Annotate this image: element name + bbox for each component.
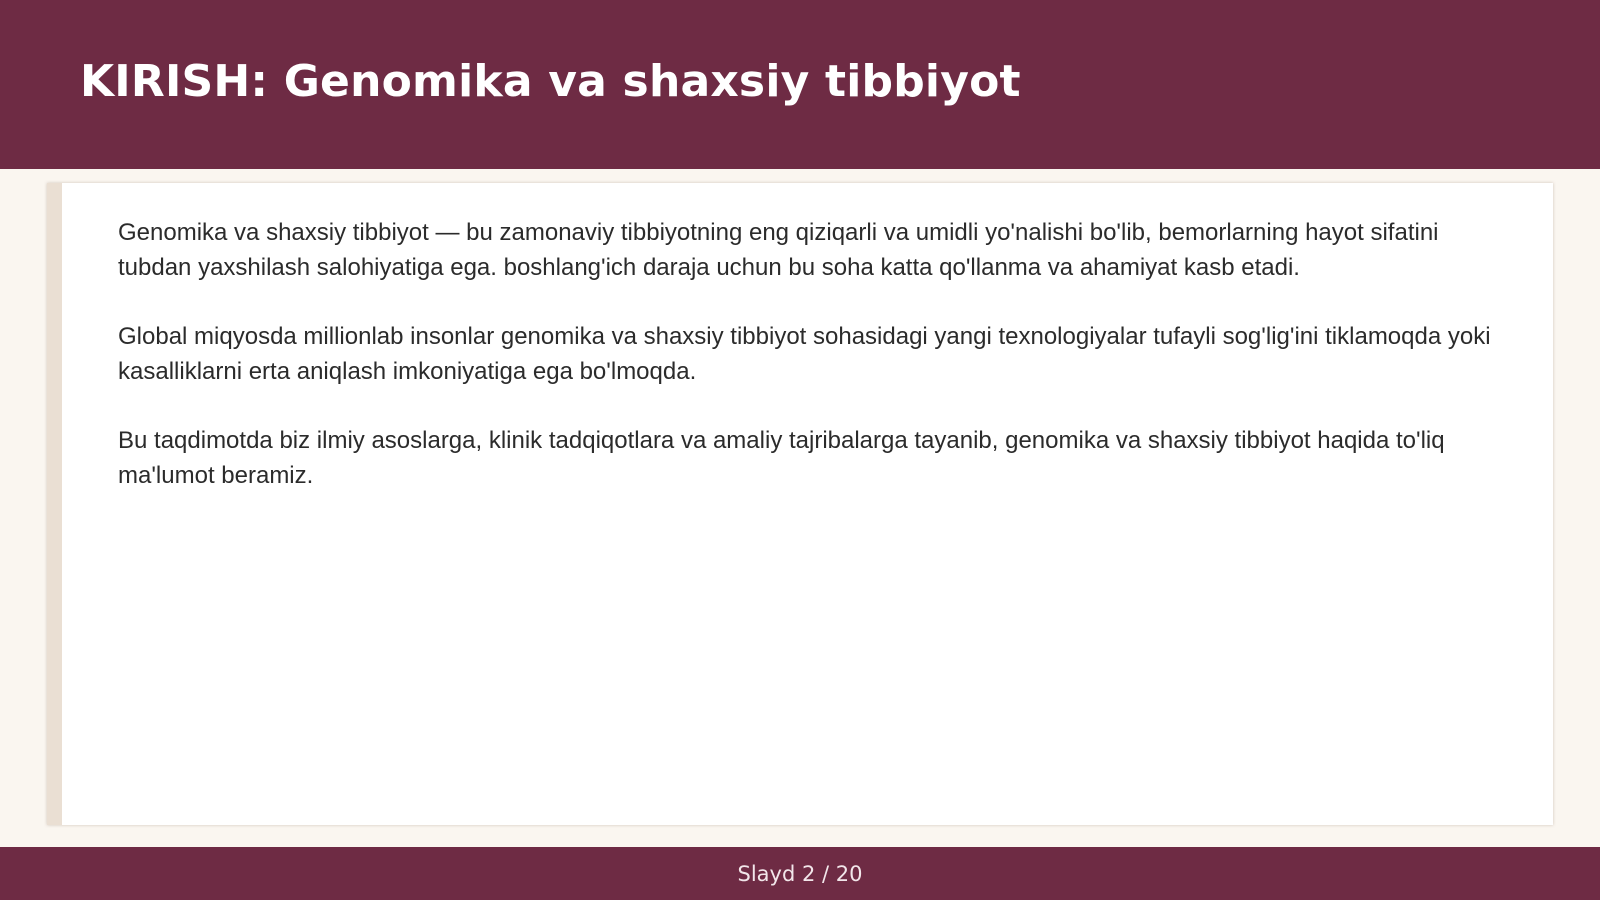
slide-footer	[0, 847, 1600, 900]
content-card	[47, 183, 1553, 825]
paragraph-global: Global miqyosda millionlab insonlar genomika va shaxsiy tibbiyot sohasidagi yangi texnologiyalar tufayli sog'lig'ini tiklamoqda yoki kasalliklarni erta aniqlash imkoniyatiga ega bo'lmoqda.	[118, 323, 1491, 385]
paragraph-presentation: Bu taqdimotda biz ilmiy asoslarga, klinik tadqiqotlara va amaliy tajribalarga tayanib, genomika va shaxsiy tibbiyot haqida to'liq ma'lumot beramiz.	[118, 427, 1445, 489]
slide-counter: Slayd 2 / 20	[737, 861, 863, 886]
slide-title: KIRISH: Genomika va shaxsiy tibbiyot	[80, 56, 1021, 107]
paragraph-intro: Genomika va shaxsiy tibbiyot — bu zamonaviy tibbiyotning eng qiziqarli va umidli yo'nalishi bo'lib, bemorlarning hayot sifatini tubdan yaxshilash salohiyatiga ega. boshlang'ich daraja uchun bu soha katta qo'llanma va ahamiyat kasb etadi.	[118, 219, 1439, 281]
slide-header	[0, 0, 1600, 169]
